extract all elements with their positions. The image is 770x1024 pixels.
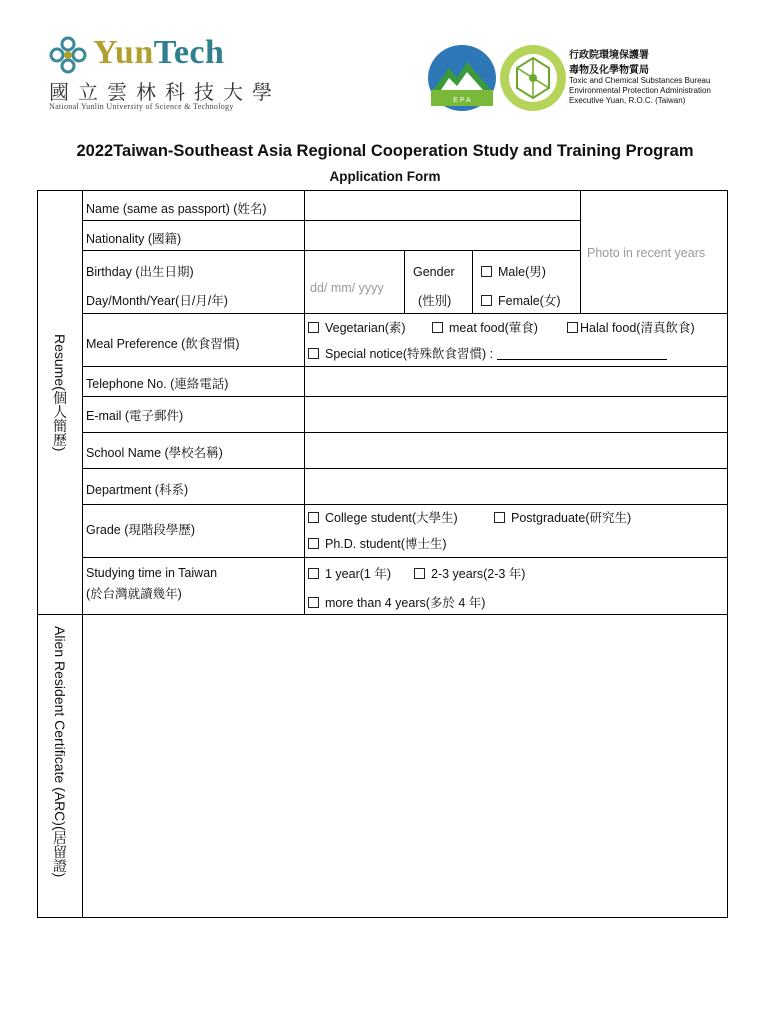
telephone-input[interactable] — [305, 367, 727, 396]
school-label: School Name (學校名稱) — [86, 446, 223, 460]
university-name-chinese: 國立雲林科技大學 — [49, 80, 281, 104]
checkbox-icon — [494, 512, 505, 523]
form-border-bottom — [37, 917, 728, 918]
agency-name-chinese-line1: 行政院環境保護署 — [569, 50, 649, 61]
gender-label: Gender — [413, 265, 455, 279]
checkbox-icon — [481, 295, 492, 306]
checkbox-icon — [308, 348, 319, 359]
telephone-label: Telephone No. (連絡電話) — [86, 377, 229, 391]
meal-meat-option[interactable]: meat food(葷食) — [432, 321, 538, 335]
nationality-label: Nationality (國籍) — [86, 232, 182, 246]
section-label-arc: Alien Resident Certificate (ARC)(居留證) — [52, 626, 68, 878]
checkbox-icon — [308, 512, 319, 523]
gender-male-option[interactable]: Male(男) — [481, 265, 546, 279]
checkbox-icon — [567, 322, 578, 333]
row-divider — [82, 504, 728, 505]
nationality-input[interactable] — [305, 221, 580, 250]
gender-options-divider — [472, 250, 473, 313]
checkbox-icon — [308, 597, 319, 608]
birthday-gender-divider — [404, 250, 405, 313]
special-notice-blank[interactable] — [497, 359, 667, 360]
grade-college-option[interactable]: College student(大學生) — [308, 511, 458, 525]
photo-placeholder: Photo in recent years — [587, 246, 706, 260]
study-4yr-option[interactable]: more than 4 years(多於 4 年) — [308, 596, 485, 610]
meal-special-option[interactable]: Special notice(特殊飲食習慣) : — [308, 347, 667, 361]
arc-upload-area[interactable] — [83, 615, 727, 917]
birthday-label: Birthday (出生日期) — [86, 265, 194, 279]
row-divider — [82, 557, 728, 558]
agency-logo-block — [425, 42, 755, 114]
checkbox-icon — [308, 322, 319, 333]
university-name-english: National Yunlin University of Science & Technology — [49, 102, 234, 111]
gender-label-chinese: (性別) — [418, 294, 452, 308]
birthday-format-label: Day/Month/Year(日/月/年) — [86, 294, 228, 308]
grade-label: Grade (現階段學歷) — [86, 523, 196, 537]
row-divider — [82, 313, 728, 314]
row-divider — [82, 250, 580, 251]
birthday-field[interactable]: dd/ mm/ yyyy — [310, 281, 384, 295]
email-input[interactable] — [305, 397, 727, 432]
study-1yr-option[interactable]: 1 year(1 年) — [308, 567, 391, 581]
study-23yr-option[interactable]: 2-3 years(2-3 年) — [414, 567, 525, 581]
study-time-label-chinese: (於台灣就讀幾年) — [86, 587, 182, 601]
yuntech-logo — [45, 32, 281, 112]
grade-phd-option[interactable]: Ph.D. student(博士生) — [308, 537, 447, 551]
flower-icon — [49, 36, 87, 74]
name-label: Name (same as passport) (姓名) — [86, 202, 267, 216]
checkbox-icon — [308, 538, 319, 549]
gender-female-option[interactable]: Female(女) — [481, 294, 561, 308]
epa-logo-icon — [427, 44, 497, 112]
meal-label: Meal Preference (飲食習慣) — [86, 337, 240, 351]
section-label-resume: Resume(個人簡歷) — [52, 334, 68, 452]
checkbox-icon — [414, 568, 425, 579]
department-label: Department (科系) — [86, 483, 189, 497]
checkbox-icon — [308, 568, 319, 579]
grade-postgrad-option[interactable]: Postgraduate(研究生) — [494, 511, 631, 525]
form-border-right — [727, 190, 728, 918]
meal-vegetarian-option[interactable]: Vegetarian(素) — [308, 321, 406, 335]
meal-halal-option[interactable]: Halal food(清真飲食) — [567, 321, 695, 335]
chemical-bureau-logo-icon — [499, 44, 567, 112]
form-border-left — [37, 190, 38, 918]
university-name: YunTech — [93, 34, 225, 71]
agency-name-chinese-line2: 毒物及化學物質局 — [569, 65, 649, 76]
checkbox-icon — [481, 266, 492, 277]
agency-name-english: Toxic and Chemical Substances Bureau Environmental Protection Administration Executive Yuan, R.O.C. (Taiwan) — [569, 76, 711, 105]
document-title: 2022Taiwan-Southeast Asia Regional Cooperation Study and Training Program — [76, 142, 694, 160]
department-input[interactable] — [305, 469, 727, 504]
email-label: E-mail (電子郵件) — [86, 409, 184, 423]
photo-area[interactable] — [581, 191, 727, 313]
name-input[interactable] — [305, 191, 580, 220]
study-time-label: Studying time in Taiwan — [86, 566, 218, 580]
document-subtitle: Application Form — [329, 169, 441, 184]
epa-logo-text: E P A — [453, 97, 471, 104]
school-input[interactable] — [305, 433, 727, 468]
checkbox-icon — [432, 322, 443, 333]
